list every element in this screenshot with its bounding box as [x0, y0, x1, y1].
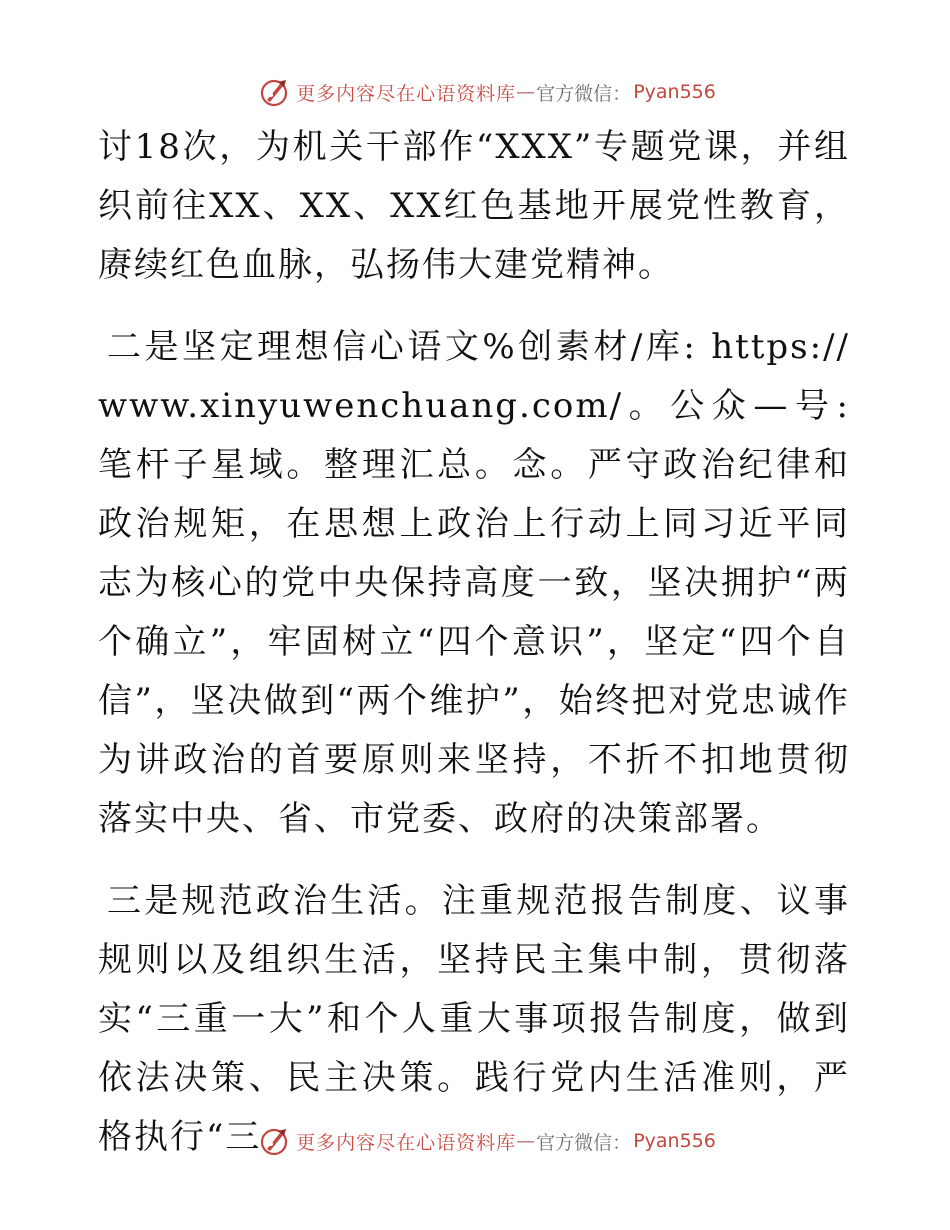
watermark-wechat-label: 官方微信： [536, 82, 632, 105]
watermark-separator: — [516, 81, 537, 103]
header-watermark [0, 72, 950, 112]
watermark-separator: — [516, 1130, 537, 1152]
paragraph-3: 三是规范政治生活。注重规范报告制度、议事规则以及组织生活，坚持民主集中制，贯彻落实“三重一大”和个人重大事项报告制度，做到依法决策、民主决策。践行党内生活准则，严格执行“三 [98, 881, 850, 1157]
watermark-brand: 更多内容尽在心语资料库 [296, 82, 517, 105]
watermark-wechat-id: Pyan556 [633, 81, 716, 103]
watermark-brand: 更多内容尽在心语资料库 [296, 1131, 517, 1154]
document-body [98, 118, 850, 1167]
paragraph-2: 二是坚定理想信心语文%创素材/库: https://www.xinyuwenchuang.com/。公众—号: 笔杆子星域。整理汇总。念。严守政治纪律和政治规矩，在思想上政治上行动上同习近平同志为核心的党中央保持高度一致，坚决拥护“两个确立”，牢固树立“四个意识”，坚定“四个自信”，坚决做到“两个维护”，始终把对党忠诚作为讲政治的首要原则来坚持，不折不扣地贯彻落实中央、省、市党委、政府的决策部署。 [98, 327, 850, 839]
quill-logo-icon [258, 76, 290, 108]
footer-watermark [0, 1121, 950, 1161]
watermark-wechat-label: 官方微信： [536, 1131, 632, 1154]
watermark-wechat-id: Pyan556 [633, 1130, 716, 1152]
quill-logo-icon [258, 1125, 290, 1157]
paragraph-1: 讨18次，为机关干部作“XXX”专题党课，并组织前往XX、XX、XX红色基地开展党性教育，赓续红色血脉，弘扬伟大建党精神。 [98, 127, 850, 285]
